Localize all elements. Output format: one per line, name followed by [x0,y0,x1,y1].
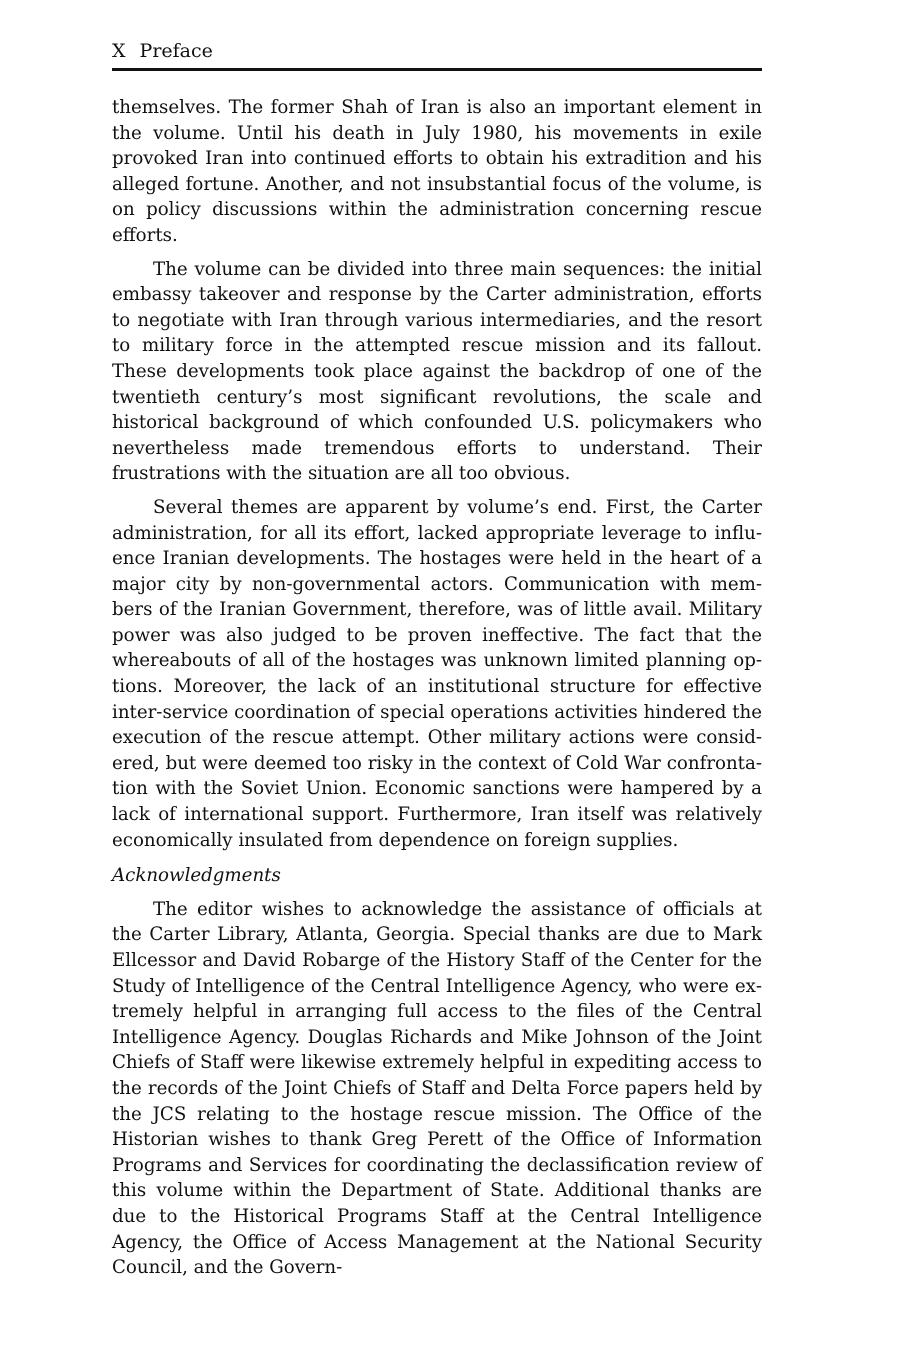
paragraph-continuation: themselves. The former Shah of Iran is also an important element in the volume. Until his death in July 1980, his movements in exile provoked Iran into continued efforts to obtain his extradition and his alleged fortune. Another, and not insubstantial focus of the volume, is on policy discussions within the administration concerning rescue efforts. [112,97,762,246]
running-header [112,38,762,71]
acknowledgments-heading: Acknowledgments [112,865,281,887]
paragraph-themes: Several themes are apparent by volume’s end. First, the Carter administration, for all its effort, lacked appropriate leverage to influence Iranian developments. The hostages were held in the heart of a major city by non-governmental actors. Communication with members of the Iranian Government, therefore, was of little avail. Military power was also judged to be proven ineffective. The fact that the whereabouts of all of the hostages was unknown limited planning options. Moreover, the lack of an institutional structure for effective inter-service coordination of special operations activities hindered the execution of the rescue attempt. Other military actions were considered, but were deemed too risky in the context of Cold War confrontation with the Soviet Union. Economic sanctions were hampered by a lack of international support. Furthermore, Iran itself was relatively economically insulated from dependence on foreign supplies. [112,496,762,851]
acknowledgments-paragraph: The editor wishes to acknowledge the assistance of officials at the Carter Library, Atlanta, Georgia. Special thanks are due to Mark Ellcessor and David Robarge of the History Staff of the Center for the Study of Intelligence of the Central Intelligence Agency, who were extremely helpful in arranging full access to the files of the Central Intelligence Agency. Douglas Richards and Mike Johnson of the Joint Chiefs of Staff were likewise extremely helpful in expediting access to the records of the Joint Chiefs of Staff and Delta Force papers held by the JCS relating to the hostage rescue mission. The Office of the Historian wishes to thank Greg Perett of the Office of Information Programs and Services for coordinating the declassification review of this volume within the Department of State. Additional thanks are due to the Historical Programs Staff at the Central Intelligence Agency, the Office of Access Management at the National Security Council, and the Govern- [112,898,762,1279]
page-number: X [112,40,126,62]
running-title: Preface [139,40,213,62]
paragraph-sequences: The volume can be divided into three main sequences: the initial embassy takeover and response by the Carter administration, efforts to negotiate with Iran through various intermediaries, and the resort to military force in the attempted rescue mission and its fallout. These developments took place against the backdrop of one of the twentieth century’s most significant revolutions, the scale and historical background of which confounded U.S. policymakers who nevertheless made tremendous efforts to understand. Their frustrations with the situation are all too obvious. [112,258,762,485]
document-page [112,38,762,1289]
